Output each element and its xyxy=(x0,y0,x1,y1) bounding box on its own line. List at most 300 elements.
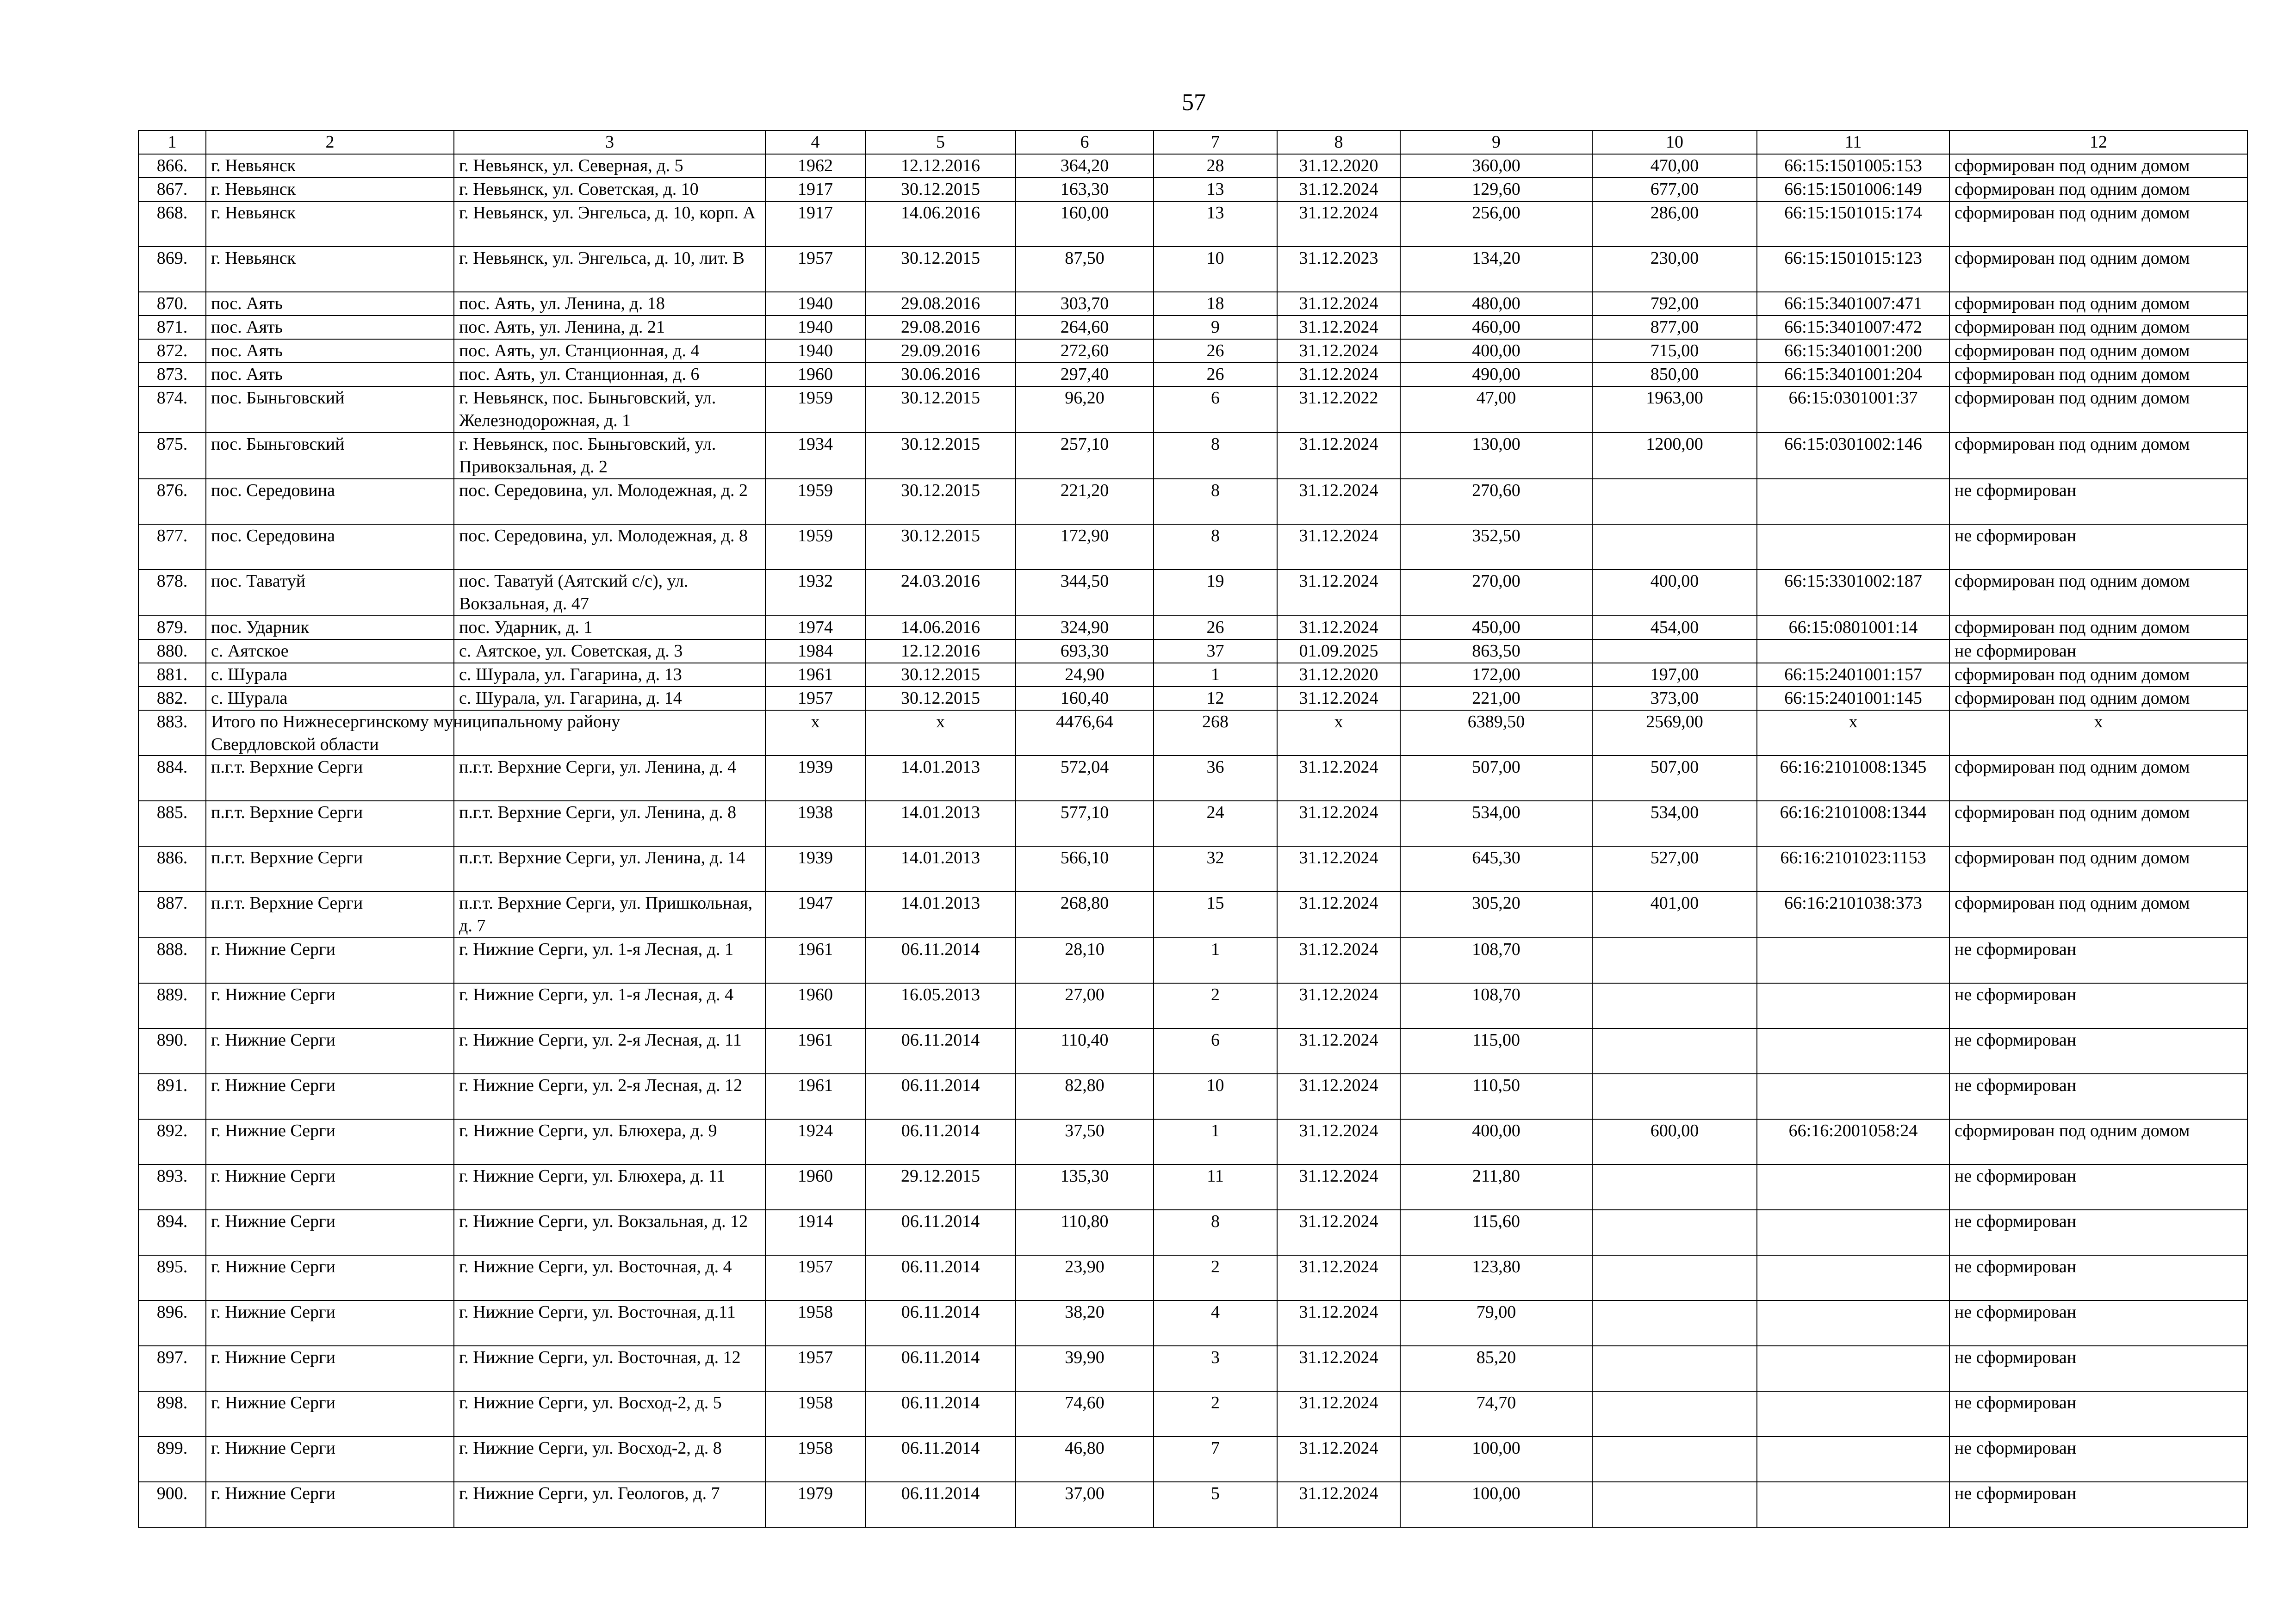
year-cell: 1939 xyxy=(765,846,865,892)
value10-cell: 792,00 xyxy=(1592,292,1757,316)
status-cell: не сформирован xyxy=(1949,1346,2247,1391)
date-cell: 30.12.2015 xyxy=(865,386,1016,433)
area-cell: 572,04 xyxy=(1016,756,1154,801)
value10-cell: 600,00 xyxy=(1592,1119,1757,1165)
cadastral-number-cell xyxy=(1757,1346,1949,1391)
value9-cell: 863,50 xyxy=(1400,639,1592,663)
cadastral-number-cell xyxy=(1757,639,1949,663)
value9-cell: 134,20 xyxy=(1400,247,1592,292)
deadline-cell: 31.12.2020 xyxy=(1277,154,1400,178)
date-cell: 30.12.2015 xyxy=(865,663,1016,687)
row-number: 871. xyxy=(138,316,206,339)
status-cell: сформирован под одним домом xyxy=(1949,616,2247,639)
area-cell: 110,40 xyxy=(1016,1028,1154,1074)
date-cell: 14.06.2016 xyxy=(865,201,1016,247)
value10-cell: 197,00 xyxy=(1592,663,1757,687)
date-cell: 30.12.2015 xyxy=(865,687,1016,710)
value10-cell: 2569,00 xyxy=(1592,710,1757,756)
cadastral-number-cell: 66:15:3401007:472 xyxy=(1757,316,1949,339)
row-number: 884. xyxy=(138,756,206,801)
status-cell: сформирован под одним домом xyxy=(1949,1119,2247,1165)
column-header: 6 xyxy=(1016,130,1154,154)
table-row xyxy=(138,363,2247,386)
cadastral-number-cell: 66:15:3401001:200 xyxy=(1757,339,1949,363)
area-cell: 38,20 xyxy=(1016,1301,1154,1346)
year-cell: 1961 xyxy=(765,1074,865,1119)
address-cell: г. Нижние Серги, ул. Восход-2, д. 8 xyxy=(454,1437,765,1482)
year-cell: 1960 xyxy=(765,983,865,1028)
cadastral-number-cell: 66:15:0301001:37 xyxy=(1757,386,1949,433)
cadastral-number-cell: 66:15:1501015:123 xyxy=(1757,247,1949,292)
value9-cell: 256,00 xyxy=(1400,201,1592,247)
area-cell: 172,90 xyxy=(1016,524,1154,570)
status-cell: сформирован под одним домом xyxy=(1949,201,2247,247)
row-number: 899. xyxy=(138,1437,206,1482)
count-cell: 1 xyxy=(1154,663,1277,687)
row-number: 897. xyxy=(138,1346,206,1391)
address-cell: п.г.т. Верхние Серги, ул. Ленина, д. 8 xyxy=(454,801,765,846)
value10-cell: 470,00 xyxy=(1592,154,1757,178)
deadline-cell: 31.12.2024 xyxy=(1277,339,1400,363)
year-cell: 1984 xyxy=(765,639,865,663)
deadline-cell: 31.12.2024 xyxy=(1277,1346,1400,1391)
count-cell: 13 xyxy=(1154,178,1277,201)
column-header: 10 xyxy=(1592,130,1757,154)
year-cell: 1940 xyxy=(765,292,865,316)
address-cell: пос. Середовина, ул. Молодежная, д. 8 xyxy=(454,524,765,570)
cadastral-number-cell: 66:15:0801001:14 xyxy=(1757,616,1949,639)
cadastral-number-cell xyxy=(1757,479,1949,524)
value9-cell: 221,00 xyxy=(1400,687,1592,710)
settlement-cell: г. Нижние Серги xyxy=(206,1301,454,1346)
address-cell: г. Нижние Серги, ул. Вокзальная, д. 12 xyxy=(454,1210,765,1255)
status-cell: не сформирован xyxy=(1949,983,2247,1028)
area-cell: 566,10 xyxy=(1016,846,1154,892)
table-row xyxy=(138,316,2247,339)
address-cell: г. Невьянск, ул. Энгельса, д. 10, корп. А xyxy=(454,201,765,247)
row-number: 877. xyxy=(138,524,206,570)
value10-cell: 1200,00 xyxy=(1592,433,1757,479)
date-cell: 30.12.2015 xyxy=(865,247,1016,292)
value9-cell: 645,30 xyxy=(1400,846,1592,892)
status-cell: сформирован под одним домом xyxy=(1949,801,2247,846)
row-number: 867. xyxy=(138,178,206,201)
cadastral-number-cell: 66:16:2101023:1153 xyxy=(1757,846,1949,892)
year-cell: 1959 xyxy=(765,479,865,524)
area-cell: 577,10 xyxy=(1016,801,1154,846)
settlement-cell: г. Нижние Серги xyxy=(206,983,454,1028)
value10-cell xyxy=(1592,1255,1757,1301)
date-cell: х xyxy=(865,710,1016,756)
row-number: 895. xyxy=(138,1255,206,1301)
count-cell: 8 xyxy=(1154,1210,1277,1255)
table-row xyxy=(138,616,2247,639)
column-header: 4 xyxy=(765,130,865,154)
value10-cell xyxy=(1592,1391,1757,1437)
table-row xyxy=(138,247,2247,292)
count-cell: 1 xyxy=(1154,1119,1277,1165)
year-cell: 1957 xyxy=(765,1255,865,1301)
total-label xyxy=(206,710,621,756)
year-cell: 1979 xyxy=(765,1482,865,1527)
status-cell: сформирован под одним домом xyxy=(1949,386,2247,433)
value10-cell: 677,00 xyxy=(1592,178,1757,201)
status-cell: не сформирован xyxy=(1949,1074,2247,1119)
address-cell: г. Нижние Серги, ул. 1-я Лесная, д. 4 xyxy=(454,983,765,1028)
table-row xyxy=(138,846,2247,892)
count-cell: 19 xyxy=(1154,570,1277,616)
deadline-cell: 31.12.2024 xyxy=(1277,801,1400,846)
row-number: 880. xyxy=(138,639,206,663)
deadline-cell: 31.12.2024 xyxy=(1277,1119,1400,1165)
cadastral-number-cell: 66:15:1501006:149 xyxy=(1757,178,1949,201)
address-cell: г. Нижние Серги, ул. Восточная, д.11 xyxy=(454,1301,765,1346)
row-number: 891. xyxy=(138,1074,206,1119)
value9-cell: 400,00 xyxy=(1400,339,1592,363)
date-cell: 06.11.2014 xyxy=(865,1028,1016,1074)
value9-cell: 400,00 xyxy=(1400,1119,1592,1165)
year-cell: 1938 xyxy=(765,801,865,846)
cadastral-number-cell xyxy=(1757,1437,1949,1482)
date-cell: 24.03.2016 xyxy=(865,570,1016,616)
settlement-cell: г. Невьянск xyxy=(206,201,454,247)
deadline-cell: 31.12.2024 xyxy=(1277,479,1400,524)
value9-cell: 507,00 xyxy=(1400,756,1592,801)
row-number: 879. xyxy=(138,616,206,639)
value9-cell: 172,00 xyxy=(1400,663,1592,687)
area-cell: 23,90 xyxy=(1016,1255,1154,1301)
status-cell: не сформирован xyxy=(1949,1255,2247,1301)
date-cell: 12.12.2016 xyxy=(865,154,1016,178)
table-row xyxy=(138,639,2247,663)
deadline-cell: х xyxy=(1277,710,1400,756)
count-cell: 32 xyxy=(1154,846,1277,892)
date-cell: 30.12.2015 xyxy=(865,433,1016,479)
value9-cell: 110,50 xyxy=(1400,1074,1592,1119)
area-cell: 272,60 xyxy=(1016,339,1154,363)
value10-cell xyxy=(1592,983,1757,1028)
value9-cell: 534,00 xyxy=(1400,801,1592,846)
deadline-cell: 31.12.2024 xyxy=(1277,616,1400,639)
area-cell: 74,60 xyxy=(1016,1391,1154,1437)
date-cell: 06.11.2014 xyxy=(865,1301,1016,1346)
date-cell: 29.12.2015 xyxy=(865,1165,1016,1210)
count-cell: 26 xyxy=(1154,616,1277,639)
address-cell: пос. Аять, ул. Станционная, д. 6 xyxy=(454,363,765,386)
count-cell: 2 xyxy=(1154,1255,1277,1301)
date-cell: 06.11.2014 xyxy=(865,938,1016,983)
status-cell: сформирован под одним домом xyxy=(1949,846,2247,892)
year-cell: 1959 xyxy=(765,524,865,570)
value9-cell: 460,00 xyxy=(1400,316,1592,339)
date-cell: 30.12.2015 xyxy=(865,479,1016,524)
column-header: 7 xyxy=(1154,130,1277,154)
row-number: 878. xyxy=(138,570,206,616)
column-header: 11 xyxy=(1757,130,1949,154)
row-number: 882. xyxy=(138,687,206,710)
value10-cell xyxy=(1592,1437,1757,1482)
count-cell: 6 xyxy=(1154,1028,1277,1074)
value9-cell: 360,00 xyxy=(1400,154,1592,178)
table-row xyxy=(138,1437,2247,1482)
address-cell: г. Нижние Серги, ул. Блюхера, д. 9 xyxy=(454,1119,765,1165)
address-cell: пос. Аять, ул. Станционная, д. 4 xyxy=(454,339,765,363)
date-cell: 14.01.2013 xyxy=(865,801,1016,846)
count-cell: 8 xyxy=(1154,524,1277,570)
year-cell: 1957 xyxy=(765,1346,865,1391)
area-cell: 37,50 xyxy=(1016,1119,1154,1165)
date-cell: 06.11.2014 xyxy=(865,1482,1016,1527)
settlement-cell: п.г.т. Верхние Серги xyxy=(206,801,454,846)
table-row xyxy=(138,801,2247,846)
value9-cell: 115,00 xyxy=(1400,1028,1592,1074)
status-cell: не сформирован xyxy=(1949,1028,2247,1074)
status-cell: не сформирован xyxy=(1949,938,2247,983)
year-cell: 1959 xyxy=(765,386,865,433)
settlement-cell: пос. Аять xyxy=(206,339,454,363)
date-cell: 06.11.2014 xyxy=(865,1255,1016,1301)
cadastral-number-cell xyxy=(1757,1301,1949,1346)
value9-cell: 47,00 xyxy=(1400,386,1592,433)
year-cell: 1947 xyxy=(765,892,865,938)
value9-cell: 85,20 xyxy=(1400,1346,1592,1391)
value10-cell xyxy=(1592,938,1757,983)
date-cell: 12.12.2016 xyxy=(865,639,1016,663)
year-cell: 1939 xyxy=(765,756,865,801)
value9-cell: 100,00 xyxy=(1400,1437,1592,1482)
value9-cell: 74,70 xyxy=(1400,1391,1592,1437)
settlement-cell: пос. Таватуй xyxy=(206,570,454,616)
table-row xyxy=(138,1391,2247,1437)
count-cell: 9 xyxy=(1154,316,1277,339)
deadline-cell: 31.12.2024 xyxy=(1277,1437,1400,1482)
deadline-cell: 31.12.2024 xyxy=(1277,1028,1400,1074)
deadline-cell: 31.12.2024 xyxy=(1277,201,1400,247)
row-number: 893. xyxy=(138,1165,206,1210)
value10-cell xyxy=(1592,1210,1757,1255)
address-cell: г. Невьянск, пос. Быньговский, ул. Привокзальная, д. 2 xyxy=(454,433,765,479)
area-cell: 135,30 xyxy=(1016,1165,1154,1210)
year-cell: 1961 xyxy=(765,938,865,983)
settlement-cell: п.г.т. Верхние Серги xyxy=(206,892,454,938)
deadline-cell: 31.12.2022 xyxy=(1277,386,1400,433)
value9-cell: 6389,50 xyxy=(1400,710,1592,756)
status-cell: не сформирован xyxy=(1949,1482,2247,1527)
address-cell: г. Невьянск, ул. Советская, д. 10 xyxy=(454,178,765,201)
area-cell: 303,70 xyxy=(1016,292,1154,316)
value10-cell: 454,00 xyxy=(1592,616,1757,639)
value10-cell xyxy=(1592,479,1757,524)
table-row xyxy=(138,154,2247,178)
cadastral-number-cell: 66:15:2401001:157 xyxy=(1757,663,1949,687)
address-cell: п.г.т. Верхние Серги, ул. Пришкольная, д. 7 xyxy=(454,892,765,938)
date-cell: 14.01.2013 xyxy=(865,892,1016,938)
value10-cell: 400,00 xyxy=(1592,570,1757,616)
column-header: 2 xyxy=(206,130,454,154)
address-cell: г. Нижние Серги, ул. 2-я Лесная, д. 12 xyxy=(454,1074,765,1119)
settlement-cell: г. Нижние Серги xyxy=(206,1119,454,1165)
count-cell: 10 xyxy=(1154,1074,1277,1119)
status-cell: не сформирован xyxy=(1949,1301,2247,1346)
row-number: 874. xyxy=(138,386,206,433)
deadline-cell: 31.12.2023 xyxy=(1277,247,1400,292)
area-cell: 257,10 xyxy=(1016,433,1154,479)
total-label-line: Итого по Нижнесергинскому муниципальному району xyxy=(211,712,621,731)
settlement-cell: г. Нижние Серги xyxy=(206,938,454,983)
value10-cell xyxy=(1592,639,1757,663)
count-cell: 12 xyxy=(1154,687,1277,710)
value9-cell: 129,60 xyxy=(1400,178,1592,201)
date-cell: 30.06.2016 xyxy=(865,363,1016,386)
count-cell: 2 xyxy=(1154,983,1277,1028)
status-cell: не сформирован xyxy=(1949,1391,2247,1437)
area-cell: 96,20 xyxy=(1016,386,1154,433)
cadastral-number-cell: 66:15:1501015:174 xyxy=(1757,201,1949,247)
deadline-cell: 31.12.2024 xyxy=(1277,363,1400,386)
address-cell: г. Невьянск, ул. Северная, д. 5 xyxy=(454,154,765,178)
value10-cell: 527,00 xyxy=(1592,846,1757,892)
deadline-cell: 31.12.2024 xyxy=(1277,1210,1400,1255)
value9-cell: 79,00 xyxy=(1400,1301,1592,1346)
settlement-cell: г. Нижние Серги xyxy=(206,1255,454,1301)
value10-cell: 401,00 xyxy=(1592,892,1757,938)
cadastral-number-cell xyxy=(1757,1210,1949,1255)
date-cell: 29.08.2016 xyxy=(865,292,1016,316)
table-row xyxy=(138,892,2247,938)
value10-cell: 850,00 xyxy=(1592,363,1757,386)
address-cell: г. Невьянск, пос. Быньговский, ул. Железнодорожная, д. 1 xyxy=(454,386,765,433)
value9-cell: 450,00 xyxy=(1400,616,1592,639)
column-header: 9 xyxy=(1400,130,1592,154)
cadastral-number-cell: 66:16:2001058:24 xyxy=(1757,1119,1949,1165)
date-cell: 16.05.2013 xyxy=(865,983,1016,1028)
settlement-cell: пос. Ударник xyxy=(206,616,454,639)
row-number: 869. xyxy=(138,247,206,292)
address-cell: пос. Аять, ул. Ленина, д. 21 xyxy=(454,316,765,339)
area-cell: 160,00 xyxy=(1016,201,1154,247)
deadline-cell: 31.12.2024 xyxy=(1277,433,1400,479)
year-cell: 1934 xyxy=(765,433,865,479)
deadline-cell: 31.12.2024 xyxy=(1277,178,1400,201)
row-number: 875. xyxy=(138,433,206,479)
settlement-cell: пос. Середовина xyxy=(206,479,454,524)
cadastral-number-cell: 66:16:2101008:1345 xyxy=(1757,756,1949,801)
page-number: 57 xyxy=(1182,89,1206,116)
status-cell: не сформирован xyxy=(1949,1165,2247,1210)
status-cell: не сформирован xyxy=(1949,1437,2247,1482)
row-number: 892. xyxy=(138,1119,206,1165)
deadline-cell: 31.12.2024 xyxy=(1277,892,1400,938)
cadastral-number-cell xyxy=(1757,1255,1949,1301)
deadline-cell: 31.12.2024 xyxy=(1277,1391,1400,1437)
table-row xyxy=(138,178,2247,201)
table-row xyxy=(138,1074,2247,1119)
year-cell: 1958 xyxy=(765,1437,865,1482)
count-cell: 3 xyxy=(1154,1346,1277,1391)
address-cell: с. Шурала, ул. Гагарина, д. 14 xyxy=(454,687,765,710)
row-number: 898. xyxy=(138,1391,206,1437)
year-cell: 1914 xyxy=(765,1210,865,1255)
settlement-cell: г. Невьянск xyxy=(206,154,454,178)
date-cell: 14.06.2016 xyxy=(865,616,1016,639)
status-cell: сформирован под одним домом xyxy=(1949,892,2247,938)
total-row xyxy=(138,710,2247,756)
column-header: 8 xyxy=(1277,130,1400,154)
address-cell: пос. Середовина, ул. Молодежная, д. 2 xyxy=(454,479,765,524)
settlement-cell: пос. Аять xyxy=(206,316,454,339)
status-cell: не сформирован xyxy=(1949,1210,2247,1255)
address-cell: с. Аятское, ул. Советская, д. 3 xyxy=(454,639,765,663)
column-header: 3 xyxy=(454,130,765,154)
value10-cell: 715,00 xyxy=(1592,339,1757,363)
cadastral-number-cell: 66:15:3401001:204 xyxy=(1757,363,1949,386)
value9-cell: 270,00 xyxy=(1400,570,1592,616)
area-cell: 110,80 xyxy=(1016,1210,1154,1255)
value10-cell xyxy=(1592,1165,1757,1210)
year-cell: 1961 xyxy=(765,663,865,687)
area-cell: 221,20 xyxy=(1016,479,1154,524)
date-cell: 06.11.2014 xyxy=(865,1391,1016,1437)
table-row xyxy=(138,687,2247,710)
year-cell: 1961 xyxy=(765,1028,865,1074)
value9-cell: 305,20 xyxy=(1400,892,1592,938)
deadline-cell: 31.12.2024 xyxy=(1277,316,1400,339)
deadline-cell: 31.12.2024 xyxy=(1277,687,1400,710)
settlement-cell: г. Нижние Серги xyxy=(206,1210,454,1255)
row-number: 885. xyxy=(138,801,206,846)
deadline-cell: 31.12.2024 xyxy=(1277,1482,1400,1527)
area-cell: 264,60 xyxy=(1016,316,1154,339)
settlement-cell: пос. Быньговский xyxy=(206,386,454,433)
cadastral-number-cell: 66:15:3301002:187 xyxy=(1757,570,1949,616)
settlement-cell: пос. Середовина xyxy=(206,524,454,570)
address-cell: г. Нижние Серги, ул. Восход-2, д. 5 xyxy=(454,1391,765,1437)
value9-cell: 108,70 xyxy=(1400,938,1592,983)
cadastral-number-cell: 66:15:3401007:471 xyxy=(1757,292,1949,316)
area-cell: 46,80 xyxy=(1016,1437,1154,1482)
settlement-cell: п.г.т. Верхние Серги xyxy=(206,846,454,892)
cadastral-number-cell: 66:15:2401001:145 xyxy=(1757,687,1949,710)
date-cell: 14.01.2013 xyxy=(865,756,1016,801)
row-number: 872. xyxy=(138,339,206,363)
count-cell: 36 xyxy=(1154,756,1277,801)
settlement-cell: г. Нижние Серги xyxy=(206,1028,454,1074)
year-cell: 1957 xyxy=(765,687,865,710)
row-number: 890. xyxy=(138,1028,206,1074)
settlement-cell: пос. Аять xyxy=(206,363,454,386)
value9-cell: 352,50 xyxy=(1400,524,1592,570)
row-number: 894. xyxy=(138,1210,206,1255)
cadastral-number-cell xyxy=(1757,1165,1949,1210)
address-cell: г. Невьянск, ул. Энгельса, д. 10, лит. В xyxy=(454,247,765,292)
count-cell: 10 xyxy=(1154,247,1277,292)
table-header-row xyxy=(138,130,2247,154)
value10-cell xyxy=(1592,1074,1757,1119)
table-row xyxy=(138,339,2247,363)
value10-cell xyxy=(1592,1346,1757,1391)
area-cell: 27,00 xyxy=(1016,983,1154,1028)
housing-registry-table xyxy=(138,130,2248,1528)
area-cell: 163,30 xyxy=(1016,178,1154,201)
area-cell: 160,40 xyxy=(1016,687,1154,710)
cadastral-number-cell: 66:15:1501005:153 xyxy=(1757,154,1949,178)
row-number: 868. xyxy=(138,201,206,247)
settlement-cell: с. Аятское xyxy=(206,639,454,663)
date-cell: 06.11.2014 xyxy=(865,1074,1016,1119)
deadline-cell: 31.12.2024 xyxy=(1277,1301,1400,1346)
year-cell: х xyxy=(765,710,865,756)
count-cell: 28 xyxy=(1154,154,1277,178)
